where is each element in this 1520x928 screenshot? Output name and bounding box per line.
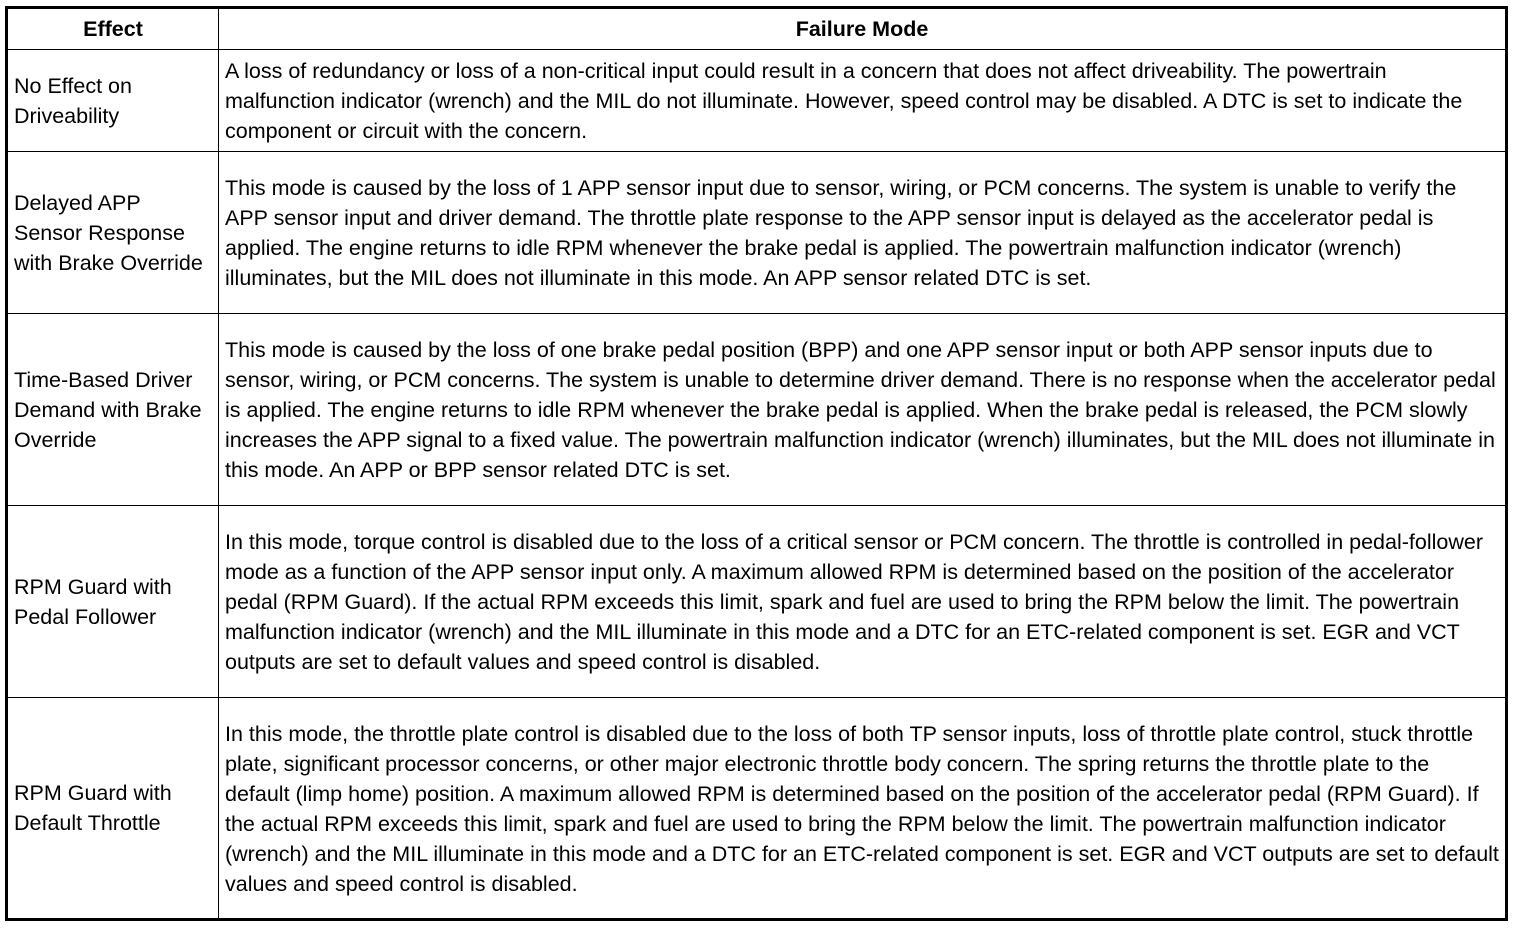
effect-cell: RPM Guard with Pedal Follower xyxy=(7,506,219,698)
failure-mode-cell: In this mode, the throttle plate control is disabled due to the loss of both TP sensor inputs, loss of throttle plate control, stuck throttle plate, significant processor concerns, or other major electronic throttle body concern. The spring returns the throttle plate to the default (limp home) position. A maximum allowed RPM is determined based on the position of the accelerator pedal (RPM Guard). If the actual RPM exceeds this limit, spark and fuel are used to bring the RPM below the limit. The powertrain malfunction indicator (wrench) and the MIL illuminate in this mode and a DTC for an ETC-related component is set. EGR and VCT outputs are set to default values and speed control is disabled. xyxy=(219,698,1507,920)
failure-mode-cell: This mode is caused by the loss of 1 APP sensor input due to sensor, wiring, or PCM concerns. The system is unable to verify the APP sensor input and driver demand. The throttle plate response to the APP sensor input is delayed as the accelerator pedal is applied. The engine returns to idle RPM whenever the brake pedal is applied. The powertrain malfunction indicator (wrench) illuminates, but the MIL does not illuminate in this mode. An APP sensor related DTC is set. xyxy=(219,152,1507,314)
failure-mode-table xyxy=(5,6,1508,921)
table-row xyxy=(7,506,1507,698)
table-row xyxy=(7,314,1507,506)
table-header-row xyxy=(7,8,1507,50)
header-failure-mode: Failure Mode xyxy=(219,8,1507,50)
effect-cell: RPM Guard with Default Throttle xyxy=(7,698,219,920)
table-row xyxy=(7,152,1507,314)
table-row xyxy=(7,698,1507,920)
effect-cell: Time-Based Driver Demand with Brake Override xyxy=(7,314,219,506)
failure-mode-cell: This mode is caused by the loss of one brake pedal position (BPP) and one APP sensor input or both APP sensor inputs due to sensor, wiring, or PCM concerns. The system is unable to determine driver demand. There is no response when the accelerator pedal is applied. The engine returns to idle RPM whenever the brake pedal is applied. When the brake pedal is released, the PCM slowly increases the APP signal to a fixed value. The powertrain malfunction indicator (wrench) illuminates, but the MIL does not illuminate in this mode. An APP or BPP sensor related DTC is set. xyxy=(219,314,1507,506)
effect-cell: Delayed APP Sensor Response with Brake Override xyxy=(7,152,219,314)
failure-mode-cell: A loss of redundancy or loss of a non-critical input could result in a concern that does not affect driveability. The powertrain malfunction indicator (wrench) and the MIL do not illuminate. However, speed control may be disabled. A DTC is set to indicate the component or circuit with the concern. xyxy=(219,50,1507,152)
failure-mode-cell: In this mode, torque control is disabled due to the loss of a critical sensor or PCM concern. The throttle is controlled in pedal-follower mode as a function of the APP sensor input only. A maximum allowed RPM is determined based on the position of the accelerator pedal (RPM Guard). If the actual RPM exceeds this limit, spark and fuel are used to bring the RPM below the limit. The powertrain malfunction indicator (wrench) and the MIL illuminate in this mode and a DTC for an ETC-related component is set. EGR and VCT outputs are set to default values and speed control is disabled. xyxy=(219,506,1507,698)
table-row xyxy=(7,50,1507,152)
header-effect: Effect xyxy=(7,8,219,50)
effect-cell: No Effect on Driveability xyxy=(7,50,219,152)
